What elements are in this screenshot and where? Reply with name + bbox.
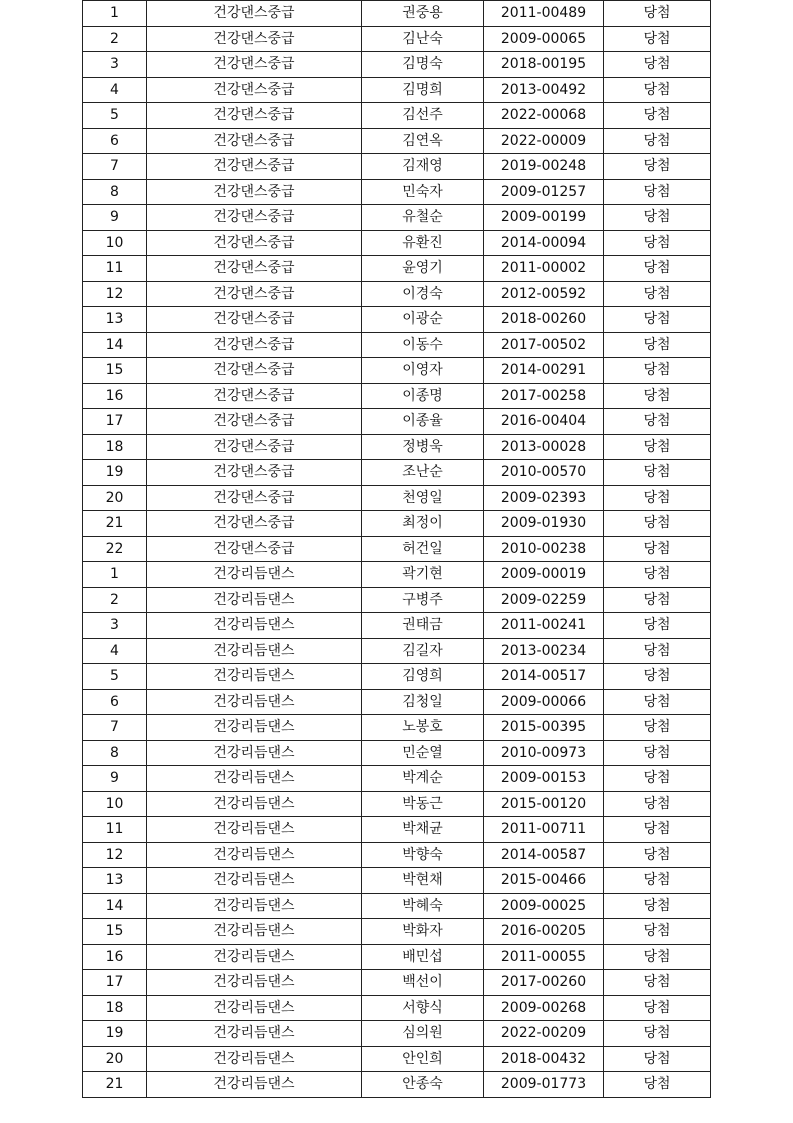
- table-row: [83, 307, 711, 333]
- row-number-cell: 6: [83, 689, 147, 715]
- result-status-cell: 당첨: [604, 715, 711, 741]
- table-row: [83, 970, 711, 996]
- table-row: [83, 638, 711, 664]
- course-name-cell: 건강리듬댄스: [147, 689, 362, 715]
- result-status-cell: 당첨: [604, 587, 711, 613]
- result-status-cell: 당첨: [604, 26, 711, 52]
- result-status-cell: 당첨: [604, 434, 711, 460]
- row-number-cell: 3: [83, 613, 147, 639]
- applicant-name-cell: 김난숙: [362, 26, 484, 52]
- course-name-cell: 건강댄스중급: [147, 256, 362, 282]
- applicant-name-cell: 이광순: [362, 307, 484, 333]
- table-row: [83, 995, 711, 1021]
- result-status-cell: 당첨: [604, 485, 711, 511]
- course-name-cell: 건강리듬댄스: [147, 995, 362, 1021]
- result-status-cell: 당첨: [604, 460, 711, 486]
- result-status-cell: 당첨: [604, 383, 711, 409]
- applicant-name-cell: 곽기현: [362, 562, 484, 588]
- course-name-cell: 건강리듬댄스: [147, 919, 362, 945]
- table-row: [83, 205, 711, 231]
- course-name-cell: 건강댄스중급: [147, 383, 362, 409]
- course-name-cell: 건강리듬댄스: [147, 715, 362, 741]
- applicant-name-cell: 안인희: [362, 1046, 484, 1072]
- course-name-cell: 건강댄스중급: [147, 434, 362, 460]
- applicant-name-cell: 김영희: [362, 664, 484, 690]
- result-status-cell: 당첨: [604, 1021, 711, 1047]
- row-number-cell: 7: [83, 715, 147, 741]
- applicant-name-cell: 김명숙: [362, 52, 484, 78]
- result-status-cell: 당첨: [604, 868, 711, 894]
- table-row: [83, 256, 711, 282]
- course-name-cell: 건강리듬댄스: [147, 944, 362, 970]
- row-number-cell: 8: [83, 740, 147, 766]
- result-status-cell: 당첨: [604, 52, 711, 78]
- row-number-cell: 11: [83, 256, 147, 282]
- applicant-name-cell: 이동수: [362, 332, 484, 358]
- applicant-name-cell: 권태금: [362, 613, 484, 639]
- row-number-cell: 5: [83, 103, 147, 129]
- row-number-cell: 21: [83, 1072, 147, 1098]
- applicant-name-cell: 유환진: [362, 230, 484, 256]
- course-name-cell: 건강리듬댄스: [147, 1046, 362, 1072]
- result-status-cell: 당첨: [604, 689, 711, 715]
- table-row: [83, 1021, 711, 1047]
- member-id-cell: 2012-00592: [484, 281, 604, 307]
- applicant-name-cell: 천영일: [362, 485, 484, 511]
- table-row: [83, 154, 711, 180]
- member-id-cell: 2011-00489: [484, 1, 604, 27]
- applicant-name-cell: 유철순: [362, 205, 484, 231]
- course-name-cell: 건강리듬댄스: [147, 842, 362, 868]
- course-name-cell: 건강리듬댄스: [147, 1021, 362, 1047]
- course-name-cell: 건강댄스중급: [147, 307, 362, 333]
- row-number-cell: 20: [83, 1046, 147, 1072]
- member-id-cell: 2010-00973: [484, 740, 604, 766]
- row-number-cell: 4: [83, 638, 147, 664]
- member-id-cell: 2018-00260: [484, 307, 604, 333]
- table-row: [83, 715, 711, 741]
- applicant-name-cell: 최정이: [362, 511, 484, 537]
- result-status-cell: 당첨: [604, 205, 711, 231]
- applicant-name-cell: 이종율: [362, 409, 484, 435]
- member-id-cell: 2015-00395: [484, 715, 604, 741]
- member-id-cell: 2018-00195: [484, 52, 604, 78]
- table-row: [83, 868, 711, 894]
- result-status-cell: 당첨: [604, 740, 711, 766]
- result-status-cell: 당첨: [604, 766, 711, 792]
- lottery-result-table: [82, 0, 711, 1098]
- table-row: [83, 434, 711, 460]
- table-row: [83, 587, 711, 613]
- table-row: [83, 689, 711, 715]
- member-id-cell: 2010-00570: [484, 460, 604, 486]
- applicant-name-cell: 서향식: [362, 995, 484, 1021]
- applicant-name-cell: 민숙자: [362, 179, 484, 205]
- result-status-cell: 당첨: [604, 154, 711, 180]
- applicant-name-cell: 김길자: [362, 638, 484, 664]
- course-name-cell: 건강댄스중급: [147, 511, 362, 537]
- table-row: [83, 613, 711, 639]
- result-status-cell: 당첨: [604, 307, 711, 333]
- applicant-name-cell: 윤영기: [362, 256, 484, 282]
- course-name-cell: 건강리듬댄스: [147, 587, 362, 613]
- course-name-cell: 건강댄스중급: [147, 536, 362, 562]
- applicant-name-cell: 권중용: [362, 1, 484, 27]
- result-status-cell: 당첨: [604, 842, 711, 868]
- applicant-name-cell: 박채균: [362, 817, 484, 843]
- row-number-cell: 9: [83, 205, 147, 231]
- applicant-name-cell: 조난순: [362, 460, 484, 486]
- course-name-cell: 건강댄스중급: [147, 332, 362, 358]
- course-name-cell: 건강댄스중급: [147, 103, 362, 129]
- course-name-cell: 건강댄스중급: [147, 205, 362, 231]
- member-id-cell: 2011-00002: [484, 256, 604, 282]
- result-status-cell: 당첨: [604, 944, 711, 970]
- member-id-cell: 2022-00209: [484, 1021, 604, 1047]
- member-id-cell: 2019-00248: [484, 154, 604, 180]
- member-id-cell: 2009-00019: [484, 562, 604, 588]
- table-row: [83, 536, 711, 562]
- table-row: [83, 944, 711, 970]
- table-row: [83, 358, 711, 384]
- result-status-cell: 당첨: [604, 817, 711, 843]
- result-status-cell: 당첨: [604, 511, 711, 537]
- applicant-name-cell: 이경숙: [362, 281, 484, 307]
- applicant-name-cell: 김명희: [362, 77, 484, 103]
- table-row: [83, 1, 711, 27]
- result-status-cell: 당첨: [604, 358, 711, 384]
- row-number-cell: 16: [83, 383, 147, 409]
- member-id-cell: 2022-00009: [484, 128, 604, 154]
- applicant-name-cell: 이영자: [362, 358, 484, 384]
- table-row: [83, 179, 711, 205]
- course-name-cell: 건강댄스중급: [147, 128, 362, 154]
- course-name-cell: 건강댄스중급: [147, 230, 362, 256]
- row-number-cell: 2: [83, 26, 147, 52]
- table-row: [83, 919, 711, 945]
- table-row: [83, 1072, 711, 1098]
- table-row: [83, 740, 711, 766]
- row-number-cell: 1: [83, 1, 147, 27]
- row-number-cell: 8: [83, 179, 147, 205]
- member-id-cell: 2009-02259: [484, 587, 604, 613]
- applicant-name-cell: 정병욱: [362, 434, 484, 460]
- course-name-cell: 건강댄스중급: [147, 409, 362, 435]
- applicant-name-cell: 박향숙: [362, 842, 484, 868]
- member-id-cell: 2009-00268: [484, 995, 604, 1021]
- applicant-name-cell: 안종숙: [362, 1072, 484, 1098]
- table-row: [83, 103, 711, 129]
- result-status-cell: 당첨: [604, 664, 711, 690]
- result-status-cell: 당첨: [604, 409, 711, 435]
- result-status-cell: 당첨: [604, 613, 711, 639]
- course-name-cell: 건강리듬댄스: [147, 740, 362, 766]
- row-number-cell: 18: [83, 434, 147, 460]
- table-row: [83, 791, 711, 817]
- course-name-cell: 건강리듬댄스: [147, 1072, 362, 1098]
- table-row: [83, 842, 711, 868]
- course-name-cell: 건강댄스중급: [147, 485, 362, 511]
- table-row: [83, 562, 711, 588]
- row-number-cell: 17: [83, 970, 147, 996]
- applicant-name-cell: 이종명: [362, 383, 484, 409]
- row-number-cell: 6: [83, 128, 147, 154]
- result-status-cell: 당첨: [604, 77, 711, 103]
- applicant-name-cell: 배민섭: [362, 944, 484, 970]
- applicant-name-cell: 박현채: [362, 868, 484, 894]
- table-row: [83, 77, 711, 103]
- result-status-cell: 당첨: [604, 1046, 711, 1072]
- applicant-name-cell: 김연옥: [362, 128, 484, 154]
- row-number-cell: 2: [83, 587, 147, 613]
- course-name-cell: 건강댄스중급: [147, 179, 362, 205]
- result-status-cell: 당첨: [604, 638, 711, 664]
- applicant-name-cell: 김재영: [362, 154, 484, 180]
- row-number-cell: 19: [83, 460, 147, 486]
- member-id-cell: 2009-00065: [484, 26, 604, 52]
- row-number-cell: 3: [83, 52, 147, 78]
- row-number-cell: 1: [83, 562, 147, 588]
- member-id-cell: 2009-01930: [484, 511, 604, 537]
- row-number-cell: 4: [83, 77, 147, 103]
- course-name-cell: 건강리듬댄스: [147, 613, 362, 639]
- table-row: [83, 383, 711, 409]
- applicant-name-cell: 심의원: [362, 1021, 484, 1047]
- course-name-cell: 건강댄스중급: [147, 460, 362, 486]
- member-id-cell: 2013-00492: [484, 77, 604, 103]
- member-id-cell: 2018-00432: [484, 1046, 604, 1072]
- row-number-cell: 18: [83, 995, 147, 1021]
- row-number-cell: 12: [83, 842, 147, 868]
- result-status-cell: 당첨: [604, 1, 711, 27]
- table-row: [83, 460, 711, 486]
- course-name-cell: 건강리듬댄스: [147, 791, 362, 817]
- table-row: [83, 281, 711, 307]
- member-id-cell: 2017-00502: [484, 332, 604, 358]
- course-name-cell: 건강리듬댄스: [147, 766, 362, 792]
- row-number-cell: 21: [83, 511, 147, 537]
- row-number-cell: 13: [83, 307, 147, 333]
- member-id-cell: 2011-00241: [484, 613, 604, 639]
- row-number-cell: 19: [83, 1021, 147, 1047]
- course-name-cell: 건강댄스중급: [147, 52, 362, 78]
- course-name-cell: 건강리듬댄스: [147, 664, 362, 690]
- member-id-cell: 2015-00120: [484, 791, 604, 817]
- member-id-cell: 2017-00258: [484, 383, 604, 409]
- member-id-cell: 2015-00466: [484, 868, 604, 894]
- course-name-cell: 건강댄스중급: [147, 154, 362, 180]
- member-id-cell: 2011-00055: [484, 944, 604, 970]
- table-body: [83, 1, 711, 1098]
- result-status-cell: 당첨: [604, 103, 711, 129]
- row-number-cell: 12: [83, 281, 147, 307]
- member-id-cell: 2009-00153: [484, 766, 604, 792]
- result-status-cell: 당첨: [604, 562, 711, 588]
- member-id-cell: 2010-00238: [484, 536, 604, 562]
- course-name-cell: 건강리듬댄스: [147, 638, 362, 664]
- table-row: [83, 664, 711, 690]
- member-id-cell: 2009-00066: [484, 689, 604, 715]
- member-id-cell: 2009-01257: [484, 179, 604, 205]
- member-id-cell: 2009-00199: [484, 205, 604, 231]
- result-status-cell: 당첨: [604, 995, 711, 1021]
- row-number-cell: 11: [83, 817, 147, 843]
- course-name-cell: 건강리듬댄스: [147, 817, 362, 843]
- row-number-cell: 5: [83, 664, 147, 690]
- row-number-cell: 13: [83, 868, 147, 894]
- applicant-name-cell: 김청일: [362, 689, 484, 715]
- member-id-cell: 2014-00517: [484, 664, 604, 690]
- member-id-cell: 2013-00028: [484, 434, 604, 460]
- result-status-cell: 당첨: [604, 128, 711, 154]
- member-id-cell: 2009-01773: [484, 1072, 604, 1098]
- applicant-name-cell: 박계순: [362, 766, 484, 792]
- member-id-cell: 2013-00234: [484, 638, 604, 664]
- table-row: [83, 230, 711, 256]
- row-number-cell: 20: [83, 485, 147, 511]
- row-number-cell: 14: [83, 332, 147, 358]
- row-number-cell: 7: [83, 154, 147, 180]
- result-status-cell: 당첨: [604, 970, 711, 996]
- table-row: [83, 766, 711, 792]
- result-status-cell: 당첨: [604, 919, 711, 945]
- member-id-cell: 2014-00094: [484, 230, 604, 256]
- result-status-cell: 당첨: [604, 179, 711, 205]
- course-name-cell: 건강리듬댄스: [147, 893, 362, 919]
- member-id-cell: 2017-00260: [484, 970, 604, 996]
- result-status-cell: 당첨: [604, 791, 711, 817]
- applicant-name-cell: 박혜숙: [362, 893, 484, 919]
- table-row: [83, 893, 711, 919]
- table-row: [83, 26, 711, 52]
- member-id-cell: 2016-00205: [484, 919, 604, 945]
- table-row: [83, 511, 711, 537]
- member-id-cell: 2014-00291: [484, 358, 604, 384]
- member-id-cell: 2009-02393: [484, 485, 604, 511]
- result-status-cell: 당첨: [604, 536, 711, 562]
- course-name-cell: 건강댄스중급: [147, 358, 362, 384]
- course-name-cell: 건강리듬댄스: [147, 970, 362, 996]
- applicant-name-cell: 구병주: [362, 587, 484, 613]
- member-id-cell: 2022-00068: [484, 103, 604, 129]
- member-id-cell: 2016-00404: [484, 409, 604, 435]
- table-row: [83, 409, 711, 435]
- table-row: [83, 817, 711, 843]
- course-name-cell: 건강댄스중급: [147, 77, 362, 103]
- row-number-cell: 15: [83, 358, 147, 384]
- result-status-cell: 당첨: [604, 893, 711, 919]
- applicant-name-cell: 민순열: [362, 740, 484, 766]
- applicant-name-cell: 노봉호: [362, 715, 484, 741]
- member-id-cell: 2014-00587: [484, 842, 604, 868]
- course-name-cell: 건강리듬댄스: [147, 562, 362, 588]
- row-number-cell: 15: [83, 919, 147, 945]
- applicant-name-cell: 박동근: [362, 791, 484, 817]
- applicant-name-cell: 김선주: [362, 103, 484, 129]
- applicant-name-cell: 백선이: [362, 970, 484, 996]
- member-id-cell: 2009-00025: [484, 893, 604, 919]
- course-name-cell: 건강리듬댄스: [147, 868, 362, 894]
- row-number-cell: 9: [83, 766, 147, 792]
- course-name-cell: 건강댄스중급: [147, 26, 362, 52]
- table-row: [83, 1046, 711, 1072]
- result-status-cell: 당첨: [604, 230, 711, 256]
- course-name-cell: 건강댄스중급: [147, 1, 362, 27]
- row-number-cell: 10: [83, 791, 147, 817]
- result-status-cell: 당첨: [604, 1072, 711, 1098]
- row-number-cell: 14: [83, 893, 147, 919]
- table-row: [83, 52, 711, 78]
- result-status-cell: 당첨: [604, 281, 711, 307]
- row-number-cell: 22: [83, 536, 147, 562]
- applicant-name-cell: 박화자: [362, 919, 484, 945]
- row-number-cell: 16: [83, 944, 147, 970]
- result-status-cell: 당첨: [604, 332, 711, 358]
- table-row: [83, 128, 711, 154]
- applicant-name-cell: 허건일: [362, 536, 484, 562]
- row-number-cell: 10: [83, 230, 147, 256]
- member-id-cell: 2011-00711: [484, 817, 604, 843]
- course-name-cell: 건강댄스중급: [147, 281, 362, 307]
- row-number-cell: 17: [83, 409, 147, 435]
- table-row: [83, 485, 711, 511]
- table-row: [83, 332, 711, 358]
- result-status-cell: 당첨: [604, 256, 711, 282]
